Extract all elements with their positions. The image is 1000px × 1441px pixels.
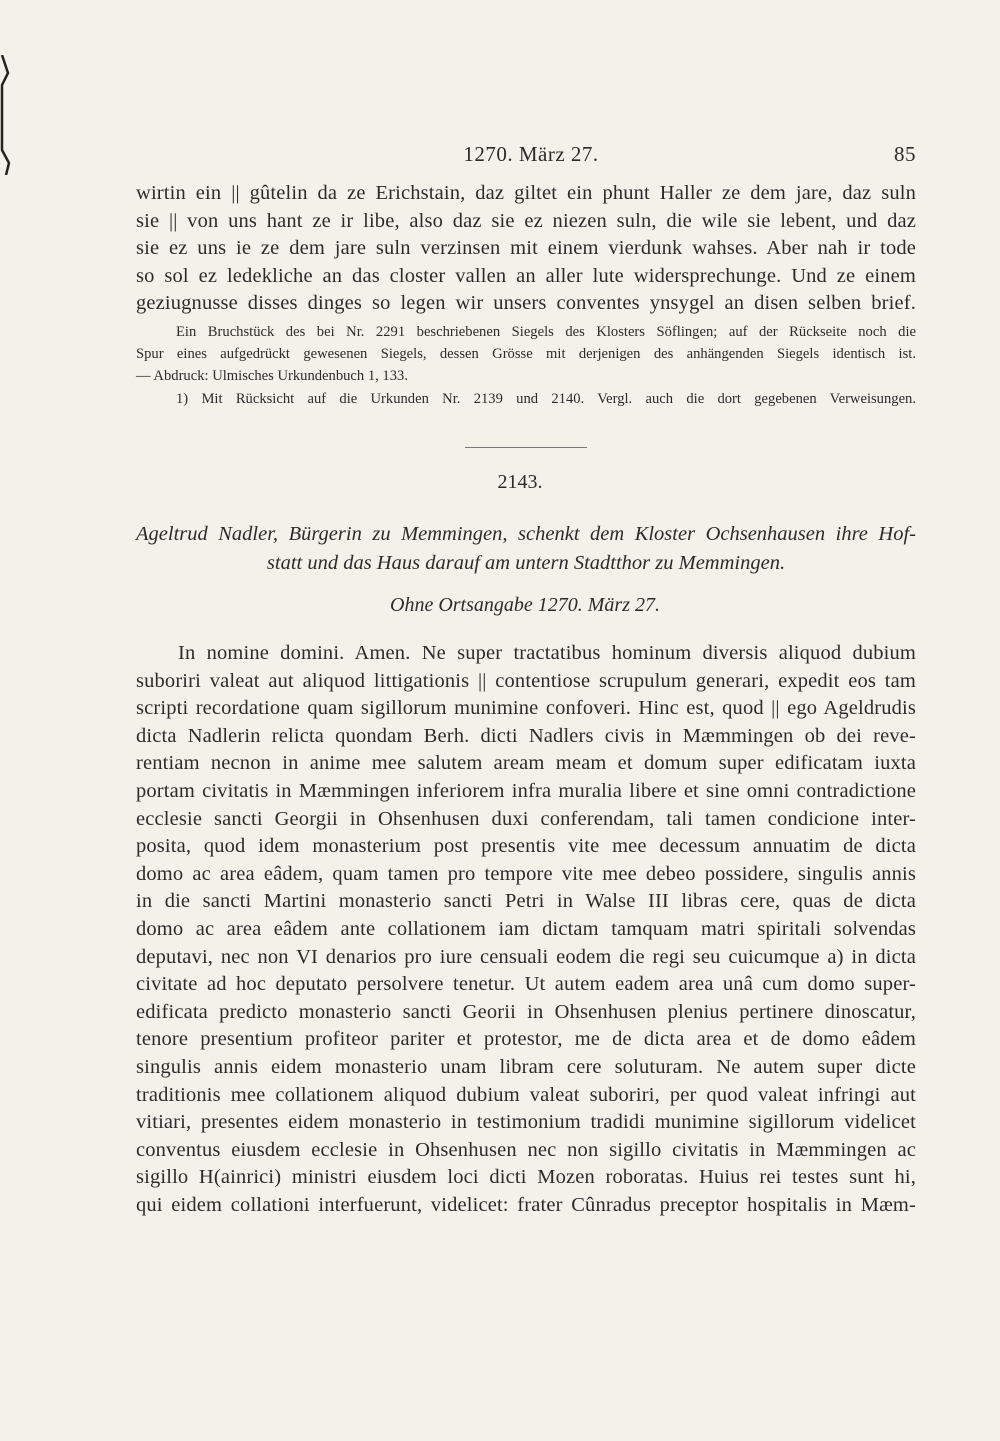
binding-edge-mark xyxy=(0,55,14,175)
text-line: sie || von uns hant ze ir libe, also daz sie ez niezen suln, die wile sie lebent, und daz xyxy=(136,209,916,232)
text-line: in die sancti Martini monasterio sancti Petri in Walse III libras cere, quas de dicta xyxy=(136,890,916,913)
text-line: dicta Nadlerin relicta quondam Berh. dicti Nadlers civis in Mæmmingen ob dei reve- xyxy=(136,724,916,747)
text-line: so sol ez ledekliche an das closter vallen an aller lute widersprechunge. Und ze einem xyxy=(136,264,916,287)
text-line: portam civitatis in Mæmmingen inferiorem infra muralia libere et sine omni contradictione xyxy=(136,779,916,802)
text-line: rentiam necnon in anime mee salutem aream meam et domum super edificatam iuxta xyxy=(136,752,916,775)
text-line: wirtin ein || gûtelin da ze Erichstain, daz giltet ein phunt Haller ze dem jare, daz suln xyxy=(136,182,916,204)
footnote-line: 1) Mit Rücksicht auf die Urkunden Nr. 2139 und 2140. Vergl. auch die dort gegebenen Verweisungen. xyxy=(176,390,916,407)
text-line: traditionis mee collationem aliquod dubium valeat suboriri, per quod valeat infringi aut xyxy=(136,1083,916,1106)
text-line: tenore presentium profiteor pariter et protestor, me de dicta area et de domo eâdem xyxy=(136,1028,916,1051)
text-line: geziugnusse disses dinges so legen wir unsers conventes ynsygel an disen selben brief. xyxy=(136,292,916,315)
document-number: 2143. xyxy=(497,471,543,493)
regest-line: statt und das Haus darauf am untern Stadtthor zu Memmingen. xyxy=(266,552,786,574)
text-line: civitate ad hoc deputato persolvere tenetur. Ut autem eadem area unâ cum domo super- xyxy=(136,973,916,996)
text-line: domo ac area eâdem ante collationem iam dictam tamquam matri spiritali solvendas xyxy=(136,917,916,940)
note-line: Spur eines aufgedrückt gewesenen Siegels, dessen Grösse mit derjenigen des anhängenden Siegels identisch ist. xyxy=(136,346,916,363)
text-line: sigillo H(ainrici) ministri eiusdem loci dicti Mozen roboratas. Huius rei testes sunt hi, xyxy=(136,1166,916,1189)
text-line: singulis annis eidem monasterio unam libram cere soluturam. Ne autem super dicte xyxy=(136,1055,916,1078)
text-line: domo ac area eâdem, quam tamen pro tempore vite mee debeo possidere, singulis annis xyxy=(136,862,916,885)
note-line: Ein Bruchstück des bei Nr. 2291 beschriebenen Siegels des Klosters Söflingen; auf der Rückseite noch die xyxy=(176,324,916,340)
text-line: posita, quod idem monasterium post presentis vite mee decessum annuatim de dicta xyxy=(136,835,916,858)
note-line: — Abdruck: Ulmisches Urkundenbuch 1, 133. xyxy=(136,368,408,385)
text-line: scripti recordatione quam sigillorum munimine confoveri. Hinc est, quod || ego Ageldrudis xyxy=(136,697,916,720)
section-divider xyxy=(465,447,587,448)
document-text xyxy=(136,640,916,1219)
text-line: qui eidem collationi interfuerunt, videlicet: frater Cûnradus preceptor hospitalis in Mæm- xyxy=(136,1193,916,1216)
regest xyxy=(136,520,916,578)
running-title: 1270. März 27. xyxy=(463,142,599,166)
dateline: Ohne Ortsangabe 1270. März 27. xyxy=(390,594,660,616)
continuation-text xyxy=(136,180,916,318)
text-line: conventus eiusdem ecclesie in Ohsenhusen nec non sigillo civitatis in Mæmmingen ac xyxy=(136,1138,916,1161)
editorial-notes xyxy=(136,321,916,410)
text-line: sie ez uns ie ze dem jare suln verzinsen mit einem vierdunk wahses. Aber nah ir tode xyxy=(136,237,916,260)
page-number: 85 xyxy=(894,142,916,166)
text-line: edificata predicto monasterio sancti Georii in Ohsenhusen plenius pertinere dinoscatur, xyxy=(136,1000,916,1023)
text-line: suboriri valeat aut aliquod littigationis || contentiose scrupulum generari, expedit eos tam xyxy=(136,669,916,692)
text-line: deputavi, nec non VI denarios pro iure censuali eodem die regi seu cuicumque a) in dicta xyxy=(136,945,916,968)
text-line: In nomine domini. Amen. Ne super tractatibus hominum diversis aliquod dubium xyxy=(178,642,916,664)
running-head xyxy=(136,142,916,168)
text-line: vitiari, presentes eidem monasterio in testimonium tradidi munimine sigillorum videlicet xyxy=(136,1111,916,1134)
regest-line: Ageltrud Nadler, Bürgerin zu Memmingen, schenkt dem Kloster Ochsenhausen ihre Hof- xyxy=(136,523,916,545)
text-line: ecclesie sancti Georgii in Ohsenhusen duxi conferendam, tali tamen condicione inter- xyxy=(136,807,916,830)
